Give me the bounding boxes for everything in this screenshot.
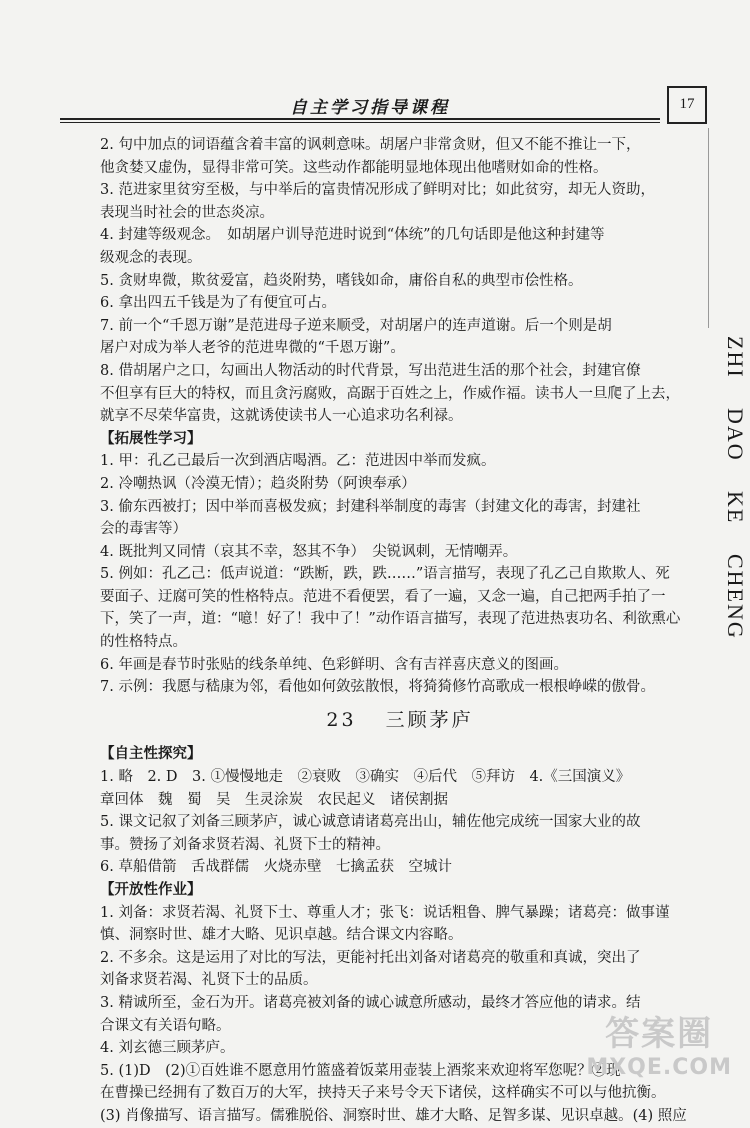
text-line: 4. 既批判又同情（哀其不幸，怒其不争） 尖锐讽刺，无情嘲弄。 xyxy=(100,543,518,560)
text-line: 刘备求贤若渴、礼贤下士的品质。 xyxy=(100,972,318,989)
section-heading: 【自主性探究】 xyxy=(100,745,202,763)
text-line: 1. 甲：孔乙己最后一次到酒店喝酒。乙：范进因中举而发疯。 xyxy=(100,453,496,470)
text-line: 章回体 魏 蜀 吴 生灵涂炭 农民起义 诸侯割据 xyxy=(100,791,448,808)
text-line: 5. 贪财卑微，欺贫爱富，趋炎附势，嗜钱如命，庸俗自私的典型市侩性格。 xyxy=(100,272,583,289)
text-line: 就享不尽荣华富贵，这就诱使读书人一心追求功名利禄。 xyxy=(100,408,463,425)
section-heading: 【拓展性学习】 xyxy=(100,429,202,447)
text-line: 2. 句中加点的词语蕴含着丰富的讽刺意味。胡屠户非常贪财，但又不能不推让一下， xyxy=(100,137,641,153)
text-line: 表现当时社会的世态炎凉。 xyxy=(100,204,274,221)
text-line: 3. 范进家里贫穷至极，与中举后的富贵情况形成了鲜明对比；如此贫穷，却无人资助， xyxy=(100,182,655,199)
watermark-url: MXQE.COM xyxy=(586,1055,732,1080)
text-line: 他贪婪又虚伪，显得非常可笑。这些动作都能明显地体现出他嗜财如命的性格。 xyxy=(100,159,608,176)
side-word: CHENG xyxy=(723,554,748,640)
chapter-number: 23 xyxy=(326,708,357,731)
text-line: 的性格特点。 xyxy=(100,634,187,651)
text-line: 5. 例如：孔乙己：低声说道：“跌断，跌，跌……”语言描写，表现了孔乙己自欺欺人、死 xyxy=(100,566,670,583)
text-line: 3. 偷东西被打；因中举而喜极发疯；封建科举制度的毒害（封建文化的毒害，封建社 xyxy=(100,498,641,515)
text-line: 8. 借胡屠户之口，勾画出人物活动的时代背景，写出范进生活的那个社会，封建官僚 xyxy=(100,362,641,379)
text-line: 4. 刘玄德三顾茅庐。 xyxy=(100,1040,235,1057)
side-pinyin-label xyxy=(698,336,748,662)
text-line: 屠户对成为举人老爷的范进卑微的“千恩万谢”。 xyxy=(100,340,405,357)
text-line: 7. 前一个“千恩万谢”是范进母子逆来顺受，对胡屠户的连声道谢。后一个则是胡 xyxy=(100,317,612,334)
header-rule-thin xyxy=(60,122,660,123)
text-line: 1. 刘备：求贤若渴、礼贤下士、尊重人才；张飞：说话粗鲁、脾气暴躁；诸葛亮：做事谨 xyxy=(100,904,670,921)
side-word: DAO xyxy=(723,408,748,462)
text-line: 慎、洞察时世、雄才大略、见识卓越。结合课文内容略。 xyxy=(100,927,463,944)
text-line: 1. 略 2. D 3. ①慢慢地走 ②衰败 ③确实 ④后代 ⑤拜访 4.《三国演义》 xyxy=(100,769,631,786)
text-line: 5. 课文记叙了刘备三顾茅庐，诚心诚意请诸葛亮出山，辅佐他完成统一国家大业的故 xyxy=(100,814,641,831)
text-line: 不但享有巨大的特权，而且贪污腐败，高踞于百姓之上，作威作福。读书人一旦爬了上去， xyxy=(100,385,680,402)
text-line: 6. 草船借箭 舌战群儒 火烧赤壁 七擒孟获 空城计 xyxy=(100,859,452,876)
chapter-name: 三顾茅庐 xyxy=(385,708,474,731)
text-line: 4. 封建等级观念。 如胡屠户训导范进时说到“体统”的几句话即是他这种封建等 xyxy=(100,227,605,244)
watermark-logo: 答案圈 xyxy=(605,1014,714,1054)
text-line: 5. (1)D (2)①百姓谁不愿意用竹篮盛着饭菜用壶装上酒浆来欢迎将军您呢？②现 xyxy=(100,1062,621,1079)
text-line: 2. 冷嘲热讽（冷漠无情）；趋炎附势（阿谀奉承） xyxy=(100,475,416,492)
side-word: ZHI xyxy=(723,336,748,379)
header-title: 自主学习指导课程 xyxy=(290,98,450,118)
text-line: 事。赞扬了刘备求贤若渴、礼贤下士的精神。 xyxy=(100,836,390,853)
side-word: KE xyxy=(723,491,748,525)
side-divider xyxy=(708,128,709,328)
text-line: 7. 示例：我愿与嵇康为邻，看他如何敛弦散恨，将猗猗修竹高歌成一根根峥嵘的傲骨。 xyxy=(100,679,655,696)
text-line: 2. 不多余。这是运用了对比的写法，更能衬托出刘备对诸葛亮的敬重和真诚，突出了 xyxy=(100,949,641,966)
text-line: 会的毒害等） xyxy=(100,521,187,538)
watermark xyxy=(586,1006,732,1080)
header-rule xyxy=(60,118,660,120)
text-line: 合课文有关语句略。 xyxy=(100,1017,231,1034)
text-line: 在曹操已经拥有了数百万的大军，挟持天子来号令天下诸侯，这样确实不可以与他抗衡。 xyxy=(100,1085,666,1102)
text-line: 6. 年画是春节时张贴的线条单纯、色彩鲜明、含有吉祥喜庆意义的图画。 xyxy=(100,656,568,673)
text-line: 级观念的表现。 xyxy=(100,249,202,266)
text-line: 6. 拿出四五千钱是为了有便宜可占。 xyxy=(100,295,336,312)
section-heading: 【开放性作业】 xyxy=(100,881,202,898)
text-line: (3) 肖像描写、语言描写。儒雅脱俗、洞察时世、雄才大略、足智多谋、见识卓越。(4) 照应 xyxy=(100,1107,687,1124)
text-line: 要面子、迂腐可笑的性格特点。范进不看便罢，看了一遍，又念一遍，自己把两手拍了一 xyxy=(100,588,666,605)
answer-content xyxy=(100,134,700,1128)
page-number: 17 xyxy=(667,86,707,124)
chapter-title xyxy=(100,709,700,732)
text-line: 3. 精诚所至，金石为开。诸葛亮被刘备的诚心诚意所感动，最终才答应他的请求。结 xyxy=(100,994,641,1011)
text-line: 下，笑了一声，道：“噫！好了！我中了！”动作语言描写，表现了范进热衷功名、利欲熏心 xyxy=(100,611,681,628)
